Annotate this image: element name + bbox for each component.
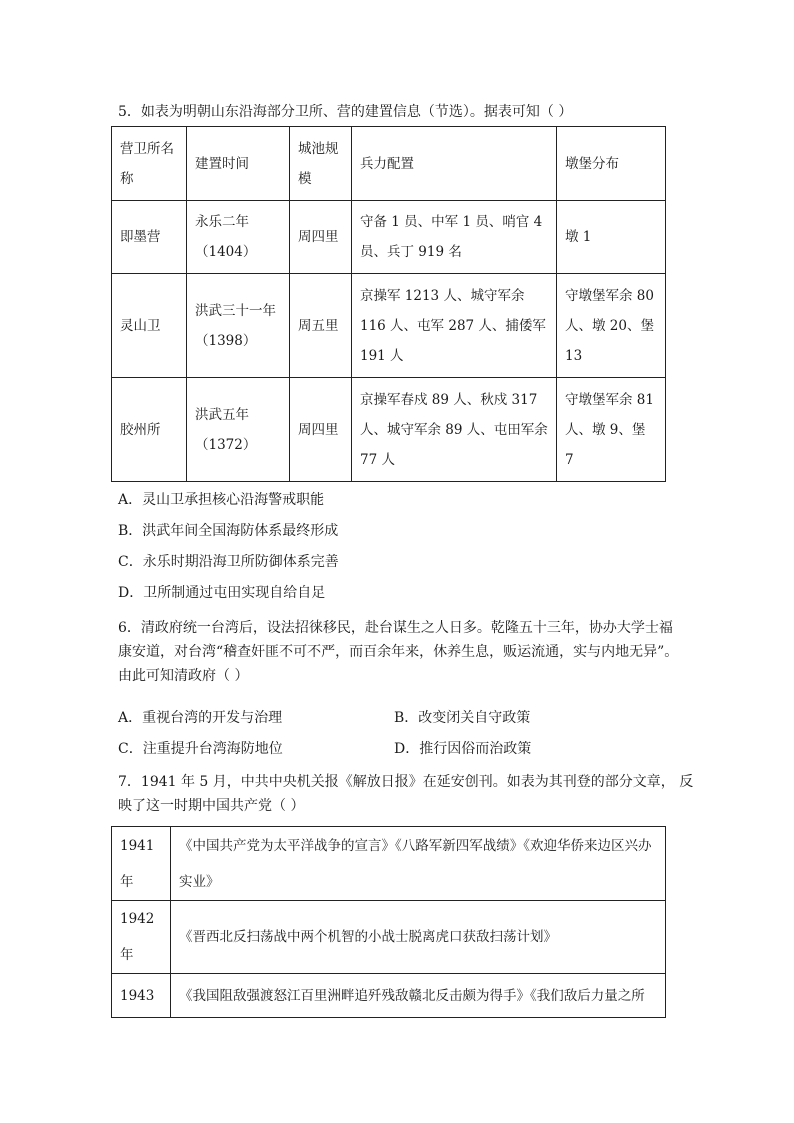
q5-stem: 5．如表为明朝山东沿海部分卫所、营的建置信息（节选）。据表可知（ ） bbox=[118, 104, 573, 120]
q6-option-b[interactable]: B．改变闭关自守政策 bbox=[394, 710, 531, 726]
table-cell: 墩 1 bbox=[557, 201, 666, 274]
q6-stem-line: 6．清政府统一台湾后，设法招徕移民，赴台谋生之人日多。乾隆五十三年，协办大学士福 bbox=[118, 620, 673, 636]
table-row bbox=[112, 974, 666, 1018]
table-cell: 洪武五年（1372） bbox=[187, 378, 290, 482]
articles-cell: 《中国共产党为太平洋战争的宣言》《八路军新四军战绩》《欢迎华侨来边区兴办实业》 bbox=[171, 827, 666, 901]
q7-table bbox=[111, 826, 666, 1018]
table-cell: 守墩堡军余 80 人、墩 20、堡 13 bbox=[557, 274, 666, 378]
year-cell: 1942 年 bbox=[112, 901, 171, 974]
q5-option-c[interactable]: C．永乐时期沿海卫所防御体系完善 bbox=[118, 554, 339, 570]
q6-option-c[interactable]: C．注重提升台湾海防地位 bbox=[118, 741, 283, 757]
q7-stem-line: 7．1941 年 5 月，中共中央机关报《解放日报》在延安创刊。如表为其刊登的部分文章， 反 bbox=[118, 774, 694, 790]
table-cell: 洪武三十一年（1398） bbox=[187, 274, 290, 378]
year-cell: 1941 年 bbox=[112, 827, 171, 901]
table-cell: 胶州所 bbox=[112, 378, 187, 482]
q5-option-b[interactable]: B．洪武年间全国海防体系最终形成 bbox=[118, 523, 339, 539]
table-cell: 守墩堡军余 81 人、墩 9、堡 7 bbox=[557, 378, 666, 482]
table-cell: 周五里 bbox=[290, 274, 352, 378]
q6-option-d[interactable]: D．推行因俗而治政策 bbox=[394, 741, 532, 757]
q6-option-a[interactable]: A．重视台湾的开发与治理 bbox=[118, 710, 283, 726]
articles-cell: 《我国阻敌强渡怒江百里洲畔追歼残敌赣北反击颇为得手》《我们敌后力量之所 bbox=[171, 974, 666, 1018]
table-cell: 周四里 bbox=[290, 201, 352, 274]
articles-cell: 《晋西北反扫荡战中两个机智的小战士脱离虎口获敌扫荡计划》 bbox=[171, 901, 666, 974]
header-cell: 营卫所名称 bbox=[112, 127, 187, 201]
table-row bbox=[112, 201, 666, 274]
year-cell: 1943 bbox=[112, 974, 171, 1018]
table-row bbox=[112, 274, 666, 378]
table-cell: 即墨营 bbox=[112, 201, 187, 274]
q7-stem-line: 映了这一时期中国共产党（ ） bbox=[118, 798, 305, 814]
q6-stem-line: 康安道，对台湾“稽查奸匪不可不严，而百余年来，休养生息，贩运流通，实与内地无异”。 bbox=[118, 644, 679, 660]
table-cell: 京操军春戍 89 人、秋戍 317 人、城守军余 89 人、屯田军余 77 人 bbox=[352, 378, 557, 482]
q5-table bbox=[111, 126, 666, 482]
q5-option-d[interactable]: D．卫所制通过屯田实现自给自足 bbox=[118, 585, 326, 601]
table-header-row bbox=[112, 127, 666, 201]
q7-stem bbox=[118, 770, 698, 818]
q5-option-a[interactable]: A．灵山卫承担核心沿海警戒职能 bbox=[118, 492, 325, 508]
header-cell: 墩堡分布 bbox=[557, 127, 666, 201]
table-cell: 周四里 bbox=[290, 378, 352, 482]
q6-stem-line: 由此可知清政府（ ） bbox=[118, 668, 249, 684]
table-cell: 永乐二年（1404） bbox=[187, 201, 290, 274]
table-row bbox=[112, 378, 666, 482]
table-cell: 京操军 1213 人、城守军余 116 人、屯军 287 人、捕倭军 191 人 bbox=[352, 274, 557, 378]
header-cell: 城池规模 bbox=[290, 127, 352, 201]
table-cell: 守备 1 员、中军 1 员、哨官 4 员、兵丁 919 名 bbox=[352, 201, 557, 274]
table-row bbox=[112, 827, 666, 901]
header-cell: 兵力配置 bbox=[352, 127, 557, 201]
header-cell: 建置时间 bbox=[187, 127, 290, 201]
table-row bbox=[112, 901, 666, 974]
table-cell: 灵山卫 bbox=[112, 274, 187, 378]
q6-stem bbox=[118, 616, 698, 688]
